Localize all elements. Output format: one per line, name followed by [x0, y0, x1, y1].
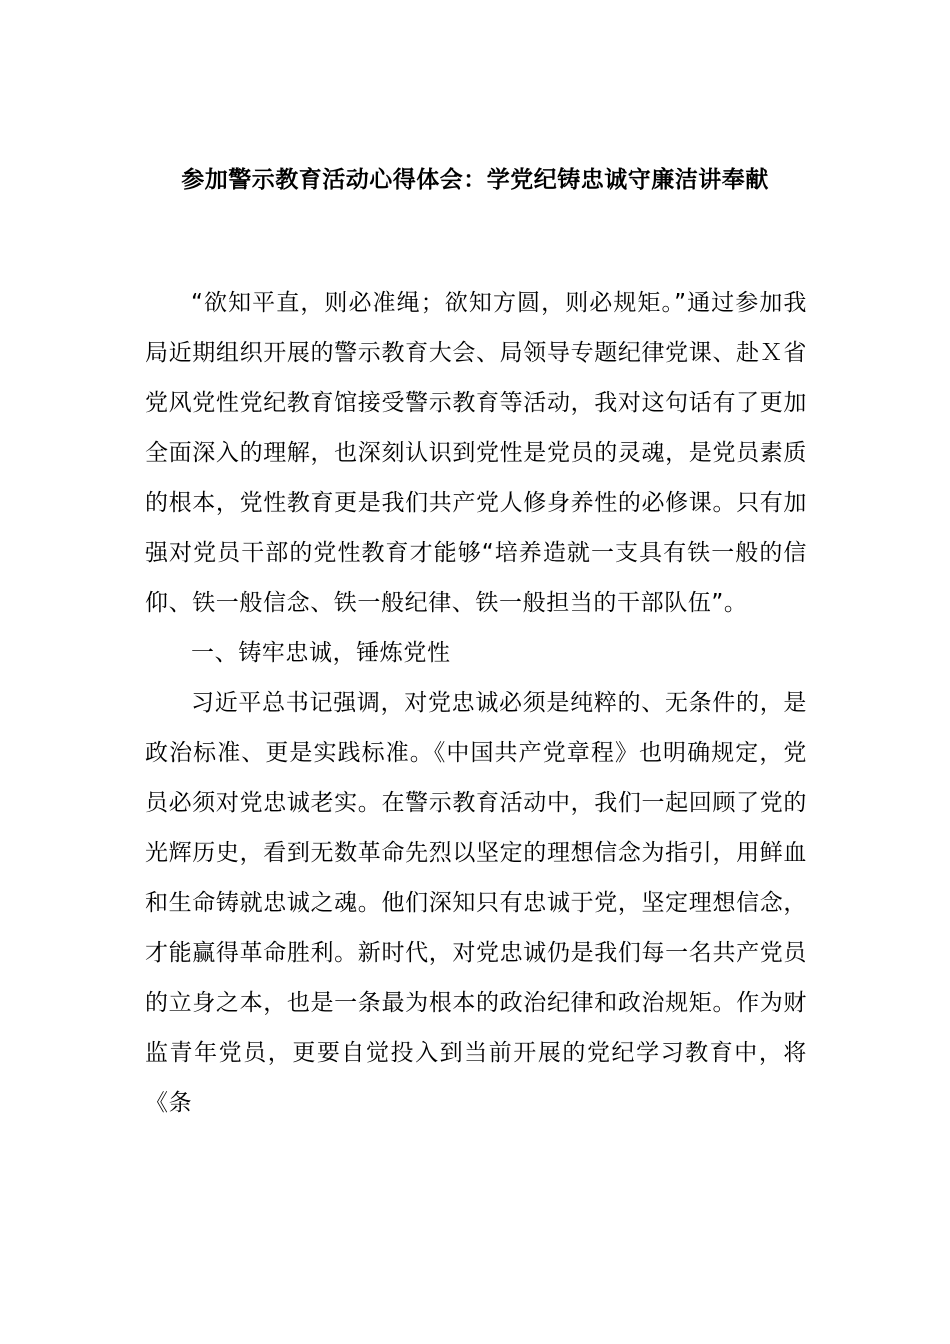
paragraph-intro: “欲知平直，则必准绳；欲知方圆，则必规矩。”通过参加我局近期组织开展的警示教育大会、局领导专题纪律党课、赴Ｘ省党风党性党纪教育馆接受警示教育等活动，我对这句话有了更加全面深入的理解，也深刻认识到党性是党员的灵魂，是党员素质的根本，党性教育更是我们共产党人修身养性的必修课。只有加强对党员干部的党性教育才能够“培养造就一支具有铁一般的信仰、铁一般信念、铁一般纪律、铁一般担当的干部队伍”。 [145, 290, 807, 616]
document-title: 参加警示教育活动心得体会：学党纪铸忠诚守廉洁讲奉献 [181, 167, 769, 193]
paragraph-section-1: 习近平总书记强调，对党忠诚必须是纯粹的、无条件的，是政治标准、更是实践标准。《中国共产党章程》也明确规定，党员必须对党忠诚老实。在警示教育活动中，我们一起回顾了党的光辉历史，看到无数革命先烈以坚定的理想信念为指引，用鲜血和生命铸就忠诚之魂。他们深知只有忠诚于党，坚定理想信念，才能赢得革命胜利。新时代，对党忠诚仍是我们每一名共产党员的立身之本，也是一条最为根本的政治纪律和政治规矩。作为财监青年党员，更要自觉投入到当前开展的党纪学习教育中，将《条 [145, 690, 807, 1116]
section-heading-1: 一、铸牢忠诚，锤炼党性 [191, 640, 451, 666]
document-body [145, 278, 807, 1128]
